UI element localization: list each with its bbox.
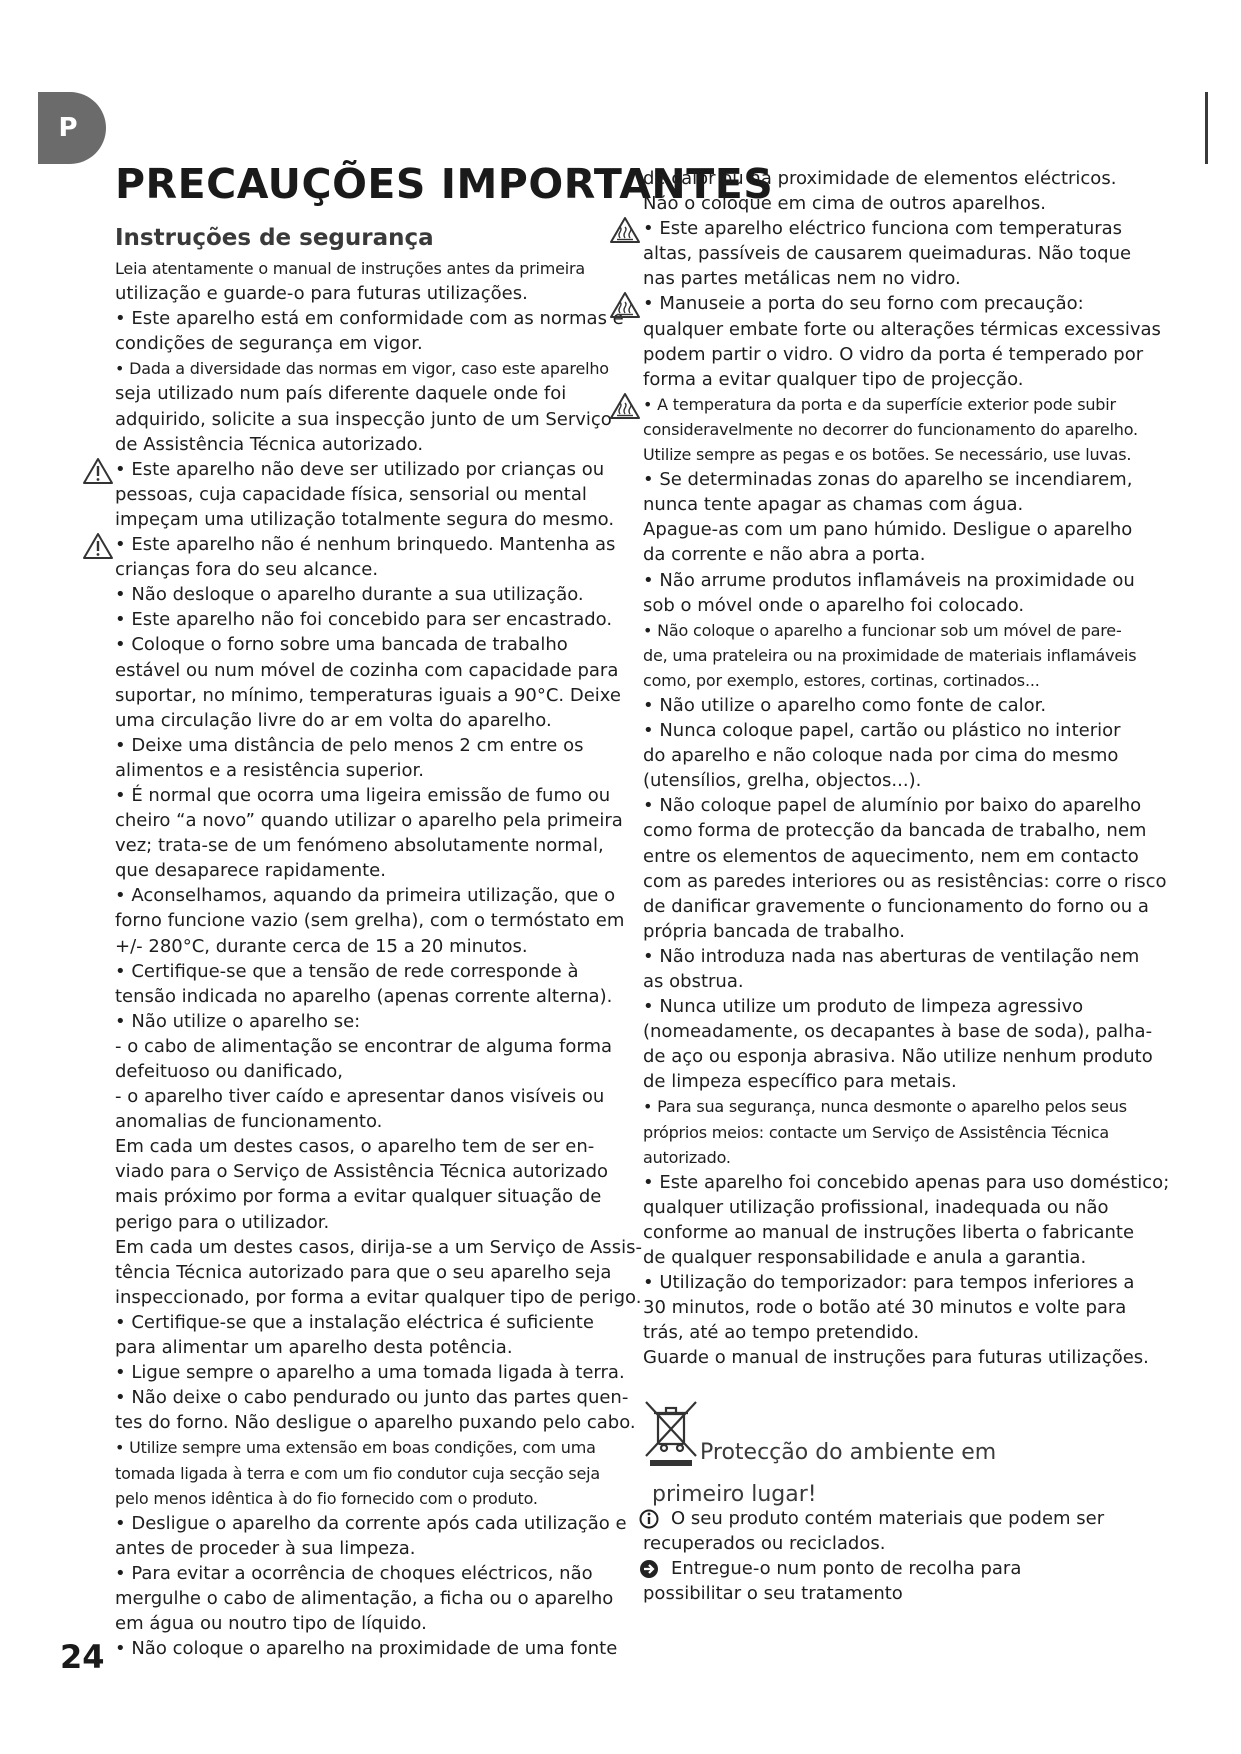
- text-line: [643, 593, 1183, 618]
- text-line: [643, 1245, 1183, 1270]
- text-line: [115, 256, 615, 281]
- text-line-content: • Este aparelho foi concebido apenas para uso doméstico;: [643, 1171, 1170, 1193]
- text-line: [115, 808, 623, 833]
- text-line: [115, 281, 615, 306]
- text-line-content: mergulhe o cabo de alimentação, a ficha ou o aparelho: [115, 1587, 614, 1609]
- text-line-content: • Deixe uma distância de pelo menos 2 cm entre os: [115, 734, 584, 756]
- text-line: [115, 658, 619, 683]
- text-line-content: que desaparece rapidamente.: [115, 860, 386, 882]
- text-line: [643, 467, 1183, 492]
- text-line: [115, 1310, 615, 1335]
- text-line-content: • Este aparelho eléctrico funciona com temperaturas: [643, 218, 1123, 240]
- right-column: [643, 166, 1183, 1371]
- text-line-content: Não o coloque em cima de outros aparelhos.: [643, 193, 1046, 215]
- text-line: [115, 1159, 615, 1184]
- text-line: [115, 1235, 642, 1260]
- text-line-content: como forma de protecção da bancada de trabalho, nem: [643, 820, 1147, 842]
- text-line: [643, 568, 1183, 593]
- text-line-content: com as paredes interiores ou as resistências: corre o risco: [643, 870, 1167, 892]
- text-line-content: • Nunca utilize um produto de limpeza agressivo: [643, 996, 1084, 1018]
- header-rule: [1205, 92, 1208, 164]
- text-line: [643, 517, 1183, 542]
- text-line: [115, 934, 615, 959]
- text-line: [115, 482, 615, 507]
- text-line: [115, 1134, 615, 1159]
- text-line-content: • Este aparelho não foi concebido para ser encastrado.: [115, 609, 613, 631]
- text-line-content: • Não utilize o aparelho se:: [115, 1010, 361, 1032]
- text-line: [115, 758, 615, 783]
- text-line-content: • Não arrume produtos inflamáveis na proximidade ou: [643, 569, 1135, 591]
- text-line-content: adquirido, solicite a sua inspecção junto de um Serviço: [115, 408, 612, 430]
- text-line: [643, 166, 1183, 191]
- text-line-content: Guarde o manual de instruções para futuras utilizações.: [643, 1347, 1149, 1369]
- text-line: [643, 492, 1183, 517]
- language-tab: [38, 92, 106, 164]
- text-line-content: • Utilização do temporizador: para tempos inferiores a: [643, 1272, 1135, 1294]
- text-line: [643, 793, 1183, 818]
- text-line-content: tomada ligada à terra e com um fio condutor cuja secção seja: [115, 1463, 601, 1483]
- text-line-content: • Aconselhamos, aquando da primeira utilização, que o: [115, 885, 616, 907]
- text-line: [115, 833, 615, 858]
- text-line: [643, 919, 1183, 944]
- text-line: [115, 683, 621, 708]
- text-line: [115, 582, 615, 607]
- text-line-content: de calor ou na proximidade de elementos eléctricos.: [643, 168, 1117, 189]
- crossed-bin-icon: [640, 1398, 702, 1468]
- text-line-content: crianças fora do seu alcance.: [115, 559, 379, 581]
- text-line: [115, 783, 615, 808]
- environment-title-continued: primeiro lugar!: [652, 1482, 817, 1507]
- text-line-content: (utensílios, grelha, objectos...).: [643, 770, 922, 792]
- text-line: [115, 557, 615, 582]
- text-line: [643, 342, 1183, 367]
- text-line-content: pelo menos idêntica à do fio fornecido com o produto.: [115, 1488, 538, 1508]
- text-line-content: pessoas, cuja capacidade física, sensorial ou mental: [115, 483, 587, 505]
- text-line-content: próprios meios: contacte um Serviço de Assistência Técnica: [643, 1122, 1109, 1142]
- text-line: [115, 632, 615, 657]
- text-line-content: tensão indicada no aparelho (apenas corrente alterna).: [115, 985, 613, 1007]
- arrow-right-icon: [639, 1559, 659, 1579]
- text-line: [115, 1335, 615, 1360]
- text-line-content: Em cada um destes casos, o aparelho tem de ser en-: [115, 1136, 595, 1158]
- text-line-content: entre os elementos de aquecimento, nem em contacto: [643, 845, 1139, 867]
- text-line-content: cheiro “a novo” quando utilizar o aparelho pela primeira: [115, 810, 623, 832]
- text-line: [115, 1184, 615, 1209]
- text-line-content: suportar, no mínimo, temperaturas iguais a 90°C. Deixe: [115, 684, 621, 706]
- text-line: [115, 1461, 615, 1486]
- text-line-content: • Este aparelho não é nenhum brinquedo. Mantenha as: [115, 534, 616, 556]
- text-line: [115, 1109, 615, 1134]
- hot-surface-warning-icon: [609, 392, 641, 420]
- text-line: [115, 407, 615, 432]
- text-line-content: tência Técnica autorizado para que o seu aparelho seja: [115, 1261, 612, 1283]
- text-line: [643, 969, 1183, 994]
- text-line: [643, 1345, 1183, 1370]
- environment-line: [643, 1531, 1183, 1556]
- text-line-content: • Ligue sempre o aparelho a uma tomada ligada à terra.: [115, 1362, 625, 1384]
- text-line-content: Apague-as com um pano húmido. Desligue o aparelho: [643, 519, 1133, 541]
- text-line-content: • Certifique-se que a instalação eléctrica é suficiente: [115, 1311, 594, 1333]
- text-line: [643, 392, 1183, 417]
- text-line-content: • Não coloque o aparelho na proximidade de uma fonte: [115, 1638, 618, 1660]
- environment-line-text: recuperados ou reciclados.: [643, 1533, 886, 1555]
- warning-icon: [82, 457, 114, 485]
- text-line: [643, 266, 1183, 291]
- text-line: [643, 1320, 1183, 1345]
- text-line-content: de aço ou esponja abrasiva. Não utilize nenhum produto: [643, 1046, 1153, 1068]
- text-line-content: alimentos e a resistência superior.: [115, 759, 424, 781]
- text-line-content: • Este aparelho está em conformidade com as normas e: [115, 308, 624, 330]
- text-line-content: • É normal que ocorra uma ligeira emissão de fumo ou: [115, 784, 611, 806]
- text-line: [115, 1360, 625, 1385]
- text-line: [115, 1034, 615, 1059]
- text-line-content: inspeccionado, por forma a evitar qualquer tipo de perigo.: [115, 1286, 642, 1308]
- text-line: [115, 1059, 615, 1084]
- text-line: [643, 1195, 1183, 1220]
- text-line: [115, 432, 615, 457]
- text-line-content: • Nunca coloque papel, cartão ou plástico no interior: [643, 720, 1121, 742]
- text-line: [115, 733, 615, 758]
- text-line: [643, 367, 1183, 392]
- text-line: [643, 241, 1183, 266]
- text-line-content: • Não desloque o aparelho durante a sua utilização.: [115, 584, 584, 606]
- text-line: [115, 331, 615, 356]
- text-line-content: viado para o Serviço de Assistência Técnica autorizado: [115, 1161, 609, 1183]
- text-line: [643, 894, 1183, 919]
- environment-line: [643, 1556, 1183, 1581]
- environment-line-text: possibilitar o seu tratamento: [643, 1583, 903, 1605]
- section-subtitle: Instruções de segurança: [115, 225, 434, 251]
- text-line-content: defeituoso ou danificado,: [115, 1061, 343, 1082]
- warning-icon: [82, 532, 114, 560]
- text-line-content: • Não introduza nada nas aberturas de ventilação nem: [643, 945, 1140, 967]
- text-line: [115, 532, 615, 557]
- text-line: [115, 356, 615, 381]
- text-line: [643, 994, 1183, 1019]
- text-line-content: • Coloque o forno sobre uma bancada de trabalho: [115, 634, 568, 656]
- text-line: [643, 542, 1183, 567]
- text-line-content: de Assistência Técnica autorizado.: [115, 433, 424, 455]
- hot-surface-warning-icon: [609, 216, 641, 244]
- text-line: [643, 668, 1183, 693]
- text-line-content: • Certifique-se que a tensão de rede corresponde à: [115, 960, 579, 982]
- text-line: [643, 1220, 1183, 1245]
- text-line: [643, 1019, 1183, 1044]
- text-line-content: • Não deixe o cabo pendurado ou junto das partes quen-: [115, 1387, 629, 1409]
- text-line-content: altas, passíveis de causarem queimaduras. Não toque: [643, 243, 1132, 265]
- text-line-content: - o cabo de alimentação se encontrar de alguma forma: [115, 1035, 613, 1057]
- text-line-content: uma circulação livre do ar em volta do aparelho.: [115, 709, 552, 731]
- text-line: [643, 1044, 1183, 1069]
- text-line: [643, 317, 1183, 342]
- text-line: [643, 718, 1183, 743]
- text-line-content: as obstrua.: [643, 971, 744, 992]
- text-line: [115, 883, 615, 908]
- text-line: [115, 1285, 642, 1310]
- text-line-content: podem partir o vidro. O vidro da porta é temperado por: [643, 343, 1144, 365]
- text-line: [643, 1094, 1183, 1119]
- text-line: [115, 858, 615, 883]
- text-line-content: da corrente e não abra a porta.: [643, 544, 926, 566]
- text-line-content: de danificar gravemente o funcionamento do forno ou a: [643, 895, 1149, 917]
- text-line-content: (nomeadamente, os decapantes à base de soda), palha-: [643, 1021, 1153, 1043]
- text-line-content: • Desligue o aparelho da corrente após cada utilização e: [115, 1512, 627, 1534]
- text-line-content: 30 minutos, rode o botão até 30 minutos e volte para: [643, 1297, 1127, 1319]
- page-number: 24: [60, 1638, 105, 1676]
- text-line-content: forma a evitar qualquer tipo de projecção.: [643, 368, 1024, 390]
- environment-line-text: O seu produto contém materiais que podem ser: [671, 1508, 1105, 1529]
- text-line-content: tes do forno. Não desligue o aparelho puxando pelo cabo.: [115, 1412, 636, 1434]
- text-line: [115, 381, 615, 406]
- environment-line: [643, 1581, 1183, 1606]
- text-line: [643, 818, 1183, 843]
- text-line-content: • Não coloque o aparelho a funcionar sob um móvel de pare-: [643, 620, 1122, 640]
- text-line: [643, 768, 1183, 793]
- text-line: [643, 693, 1183, 718]
- text-line: [643, 291, 1183, 316]
- text-line: [643, 618, 1183, 643]
- hot-surface-warning-icon: [609, 291, 641, 319]
- text-line: [115, 708, 615, 733]
- text-line: [115, 457, 615, 482]
- text-line: [643, 216, 1183, 241]
- text-line: [643, 191, 1183, 216]
- text-line: [115, 1611, 615, 1636]
- text-line-content: • Se determinadas zonas do aparelho se incendiarem,: [643, 469, 1133, 491]
- text-line: [115, 1536, 615, 1561]
- text-line-content: para alimentar um aparelho desta potência.: [115, 1337, 513, 1359]
- text-line: [115, 1561, 615, 1586]
- text-line: [643, 417, 1183, 442]
- text-line-content: impeçam uma utilização totalmente segura do mesmo.: [115, 508, 615, 530]
- text-line-content: autorizado.: [643, 1147, 731, 1167]
- text-line: [643, 1120, 1183, 1145]
- text-line: [115, 507, 615, 532]
- text-line: [115, 1586, 615, 1611]
- text-line: [115, 1260, 615, 1285]
- text-line-content: Leia atentamente o manual de instruções antes da primeira: [115, 259, 586, 278]
- text-line: [643, 1069, 1183, 1094]
- text-line-content: estável ou num móvel de cozinha com capacidade para: [115, 659, 619, 681]
- text-line-content: • Para evitar a ocorrência de choques eléctricos, não: [115, 1562, 593, 1584]
- text-line-content: antes de proceder à sua limpeza.: [115, 1537, 416, 1559]
- text-line-content: • Não utilize o aparelho como fonte de calor.: [643, 694, 1047, 716]
- text-line: [115, 1511, 627, 1536]
- text-line-content: utilização e guarde-o para futuras utilizações.: [115, 283, 528, 305]
- text-line-content: mais próximo por forma a evitar qualquer situação de: [115, 1186, 602, 1208]
- text-line-content: qualquer embate forte ou alterações térmicas excessivas: [643, 318, 1161, 340]
- text-line-content: perigo para o utilizador.: [115, 1211, 330, 1233]
- text-line-content: • Este aparelho não deve ser utilizado por crianças ou: [115, 458, 605, 480]
- text-line: [643, 743, 1183, 768]
- text-line-content: • Manuseie a porta do seu forno com precaução:: [643, 293, 1084, 315]
- text-line: [115, 1385, 629, 1410]
- text-line: [115, 306, 624, 331]
- text-line-content: nunca tente apagar as chamas com água.: [643, 494, 1024, 516]
- language-tab-letter: P: [58, 113, 78, 143]
- text-line-content: em água ou noutro tipo de líquido.: [115, 1613, 427, 1635]
- text-line-content: como, por exemplo, estores, cortinas, cortinados...: [643, 670, 1040, 690]
- text-line-content: • Dada a diversidade das normas em vigor, caso este aparelho: [115, 359, 609, 379]
- text-line: [115, 607, 615, 632]
- text-line-content: nas partes metálicas nem no vidro.: [643, 268, 961, 290]
- text-line: [643, 944, 1183, 969]
- text-line-content: conforme ao manual de instruções liberta o fabricante: [643, 1221, 1135, 1243]
- page-title: PRECAUÇÕES IMPORTANTES: [115, 160, 774, 208]
- environment-text: [643, 1506, 1183, 1606]
- text-line: [115, 984, 615, 1009]
- text-line-content: do aparelho e não coloque nada por cima do mesmo: [643, 745, 1119, 767]
- text-line: [115, 959, 615, 984]
- text-line-content: • Utilize sempre uma extensão em boas condições, com uma: [115, 1438, 596, 1458]
- text-line-content: • Não coloque papel de alumínio por baixo do aparelho: [643, 795, 1142, 817]
- text-line-content: seja utilizado num país diferente daquele onde foi: [115, 383, 567, 405]
- text-line-content: anomalias de funcionamento.: [115, 1111, 383, 1133]
- text-line: [115, 1636, 618, 1661]
- text-line-content: vez; trata-se de um fenómeno absolutamente normal,: [115, 835, 604, 857]
- text-line-content: consideravelmente no decorrer do funcionamento do aparelho.: [643, 419, 1138, 439]
- environment-title: Protecção do ambiente em: [700, 1440, 997, 1465]
- text-line-content: • Para sua segurança, nunca desmonte o aparelho pelos seus: [643, 1097, 1127, 1117]
- text-line-content: Em cada um destes casos, dirija-se a um Serviço de Assis-: [115, 1236, 642, 1258]
- text-line: [115, 1410, 636, 1435]
- text-line: [115, 1084, 615, 1109]
- text-line: [643, 442, 1183, 467]
- text-line: [115, 908, 625, 933]
- text-line-content: Utilize sempre as pegas e os botões. Se necessário, use luvas.: [643, 445, 1132, 465]
- environment-line: [643, 1506, 1183, 1531]
- text-line: [115, 1486, 615, 1511]
- text-line-content: própria bancada de trabalho.: [643, 920, 905, 942]
- text-line-content: de limpeza específico para metais.: [643, 1071, 957, 1093]
- text-line: [115, 1009, 615, 1034]
- text-line: [643, 844, 1183, 869]
- text-line: [115, 1210, 615, 1235]
- left-column: [115, 256, 642, 1661]
- text-line-content: trás, até ao tempo pretendido.: [643, 1322, 920, 1344]
- text-line-content: • A temperatura da porta e da superfície exterior pode subir: [643, 394, 1116, 414]
- text-line-content: condições de segurança em vigor.: [115, 333, 423, 355]
- text-line-content: de qualquer responsabilidade e anula a garantia.: [643, 1247, 1087, 1269]
- text-line: [115, 1435, 615, 1460]
- text-line-content: forno funcione vazio (sem grelha), com o termóstato em: [115, 910, 625, 932]
- environment-line-text: Entregue-o num ponto de recolha para: [671, 1558, 1022, 1580]
- text-line-content: qualquer utilização profissional, inadequada ou não: [643, 1196, 1109, 1218]
- text-line: [643, 1270, 1183, 1295]
- text-line-content: sob o móvel onde o aparelho foi colocado.: [643, 594, 1025, 616]
- text-line: [643, 1170, 1183, 1195]
- text-line: [643, 643, 1183, 668]
- text-line-content: +/- 280°C, durante cerca de 15 a 20 minutos.: [115, 935, 528, 957]
- info-icon: [639, 1509, 659, 1529]
- text-line: [643, 1145, 1183, 1170]
- text-line: [643, 1295, 1183, 1320]
- text-line: [643, 869, 1183, 894]
- text-line-content: - o aparelho tiver caído e apresentar danos visíveis ou: [115, 1086, 605, 1108]
- text-line-content: de, uma prateleira ou na proximidade de materiais inflamáveis: [643, 645, 1137, 665]
